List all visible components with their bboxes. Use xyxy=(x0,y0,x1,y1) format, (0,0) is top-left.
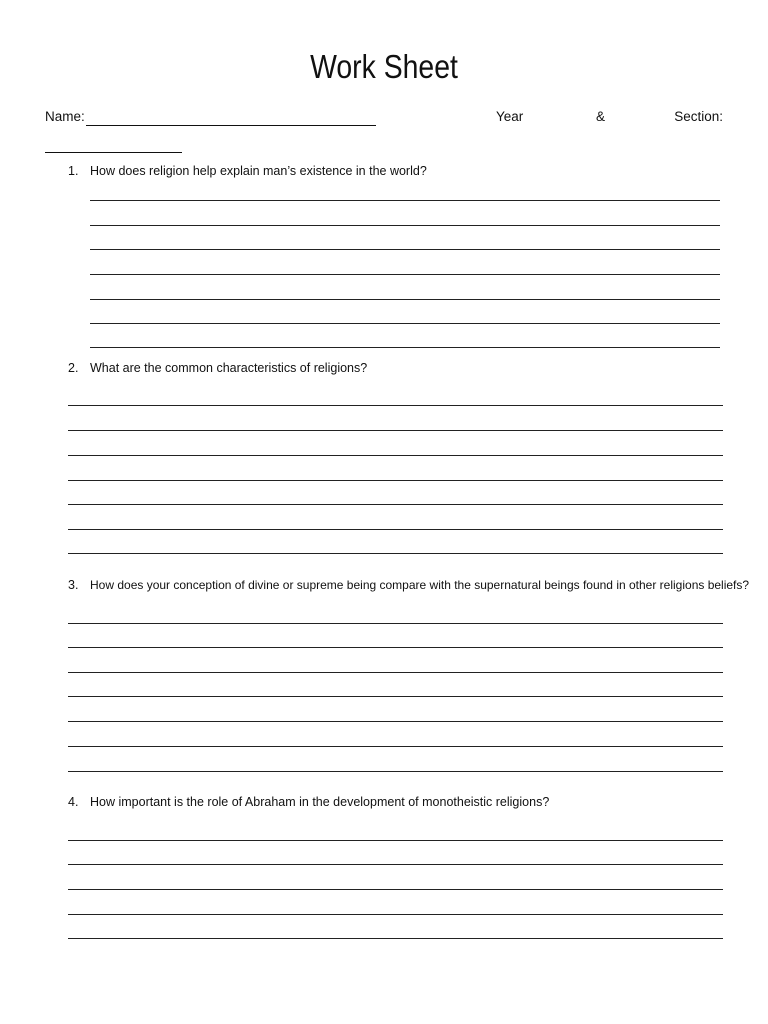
answer-line[interactable] xyxy=(68,553,723,554)
answer-line[interactable] xyxy=(68,721,723,722)
answer-line[interactable] xyxy=(90,274,720,275)
question-text: What are the common characteristics of religions? xyxy=(90,361,368,375)
question-text: How does your conception of divine or supreme being compare with the supernatural beings found in other religions beliefs? xyxy=(90,578,750,592)
question-number: 4. xyxy=(68,795,79,809)
ampersand-label: & xyxy=(596,109,606,124)
question-number: 3. xyxy=(68,578,79,592)
answer-line[interactable] xyxy=(68,840,723,841)
answer-line[interactable] xyxy=(68,430,723,431)
name-year-section-row xyxy=(45,109,723,129)
answer-line[interactable] xyxy=(90,249,720,250)
question-text: How does religion help explain man’s existence in the world? xyxy=(90,164,427,178)
answer-line[interactable] xyxy=(68,623,723,624)
answer-line[interactable] xyxy=(68,696,723,697)
answer-line[interactable] xyxy=(90,225,720,226)
section-field-line[interactable] xyxy=(45,152,182,153)
name-field-line[interactable] xyxy=(86,125,376,126)
answer-line[interactable] xyxy=(90,200,720,201)
answer-line[interactable] xyxy=(90,347,720,348)
answer-line[interactable] xyxy=(68,504,723,505)
section-label: Section: xyxy=(674,109,723,124)
question-text: How important is the role of Abraham in the development of monotheistic religions? xyxy=(90,795,550,809)
answer-line[interactable] xyxy=(90,299,720,300)
answer-line[interactable] xyxy=(68,938,723,939)
question-number: 1. xyxy=(68,164,79,178)
answer-line[interactable] xyxy=(68,647,723,648)
answer-line[interactable] xyxy=(68,480,723,481)
name-label: Name: xyxy=(45,109,85,124)
answer-line[interactable] xyxy=(68,529,723,530)
answer-line[interactable] xyxy=(68,771,723,772)
answer-line[interactable] xyxy=(68,864,723,865)
answer-line[interactable] xyxy=(68,746,723,747)
answer-line[interactable] xyxy=(68,672,723,673)
answer-line[interactable] xyxy=(68,914,723,915)
year-label: Year xyxy=(496,109,524,124)
question-number: 2. xyxy=(68,361,79,375)
page-title: Work Sheet xyxy=(310,48,458,85)
answer-line[interactable] xyxy=(68,405,723,406)
answer-line[interactable] xyxy=(68,455,723,456)
answer-line[interactable] xyxy=(90,323,720,324)
answer-line[interactable] xyxy=(68,889,723,890)
